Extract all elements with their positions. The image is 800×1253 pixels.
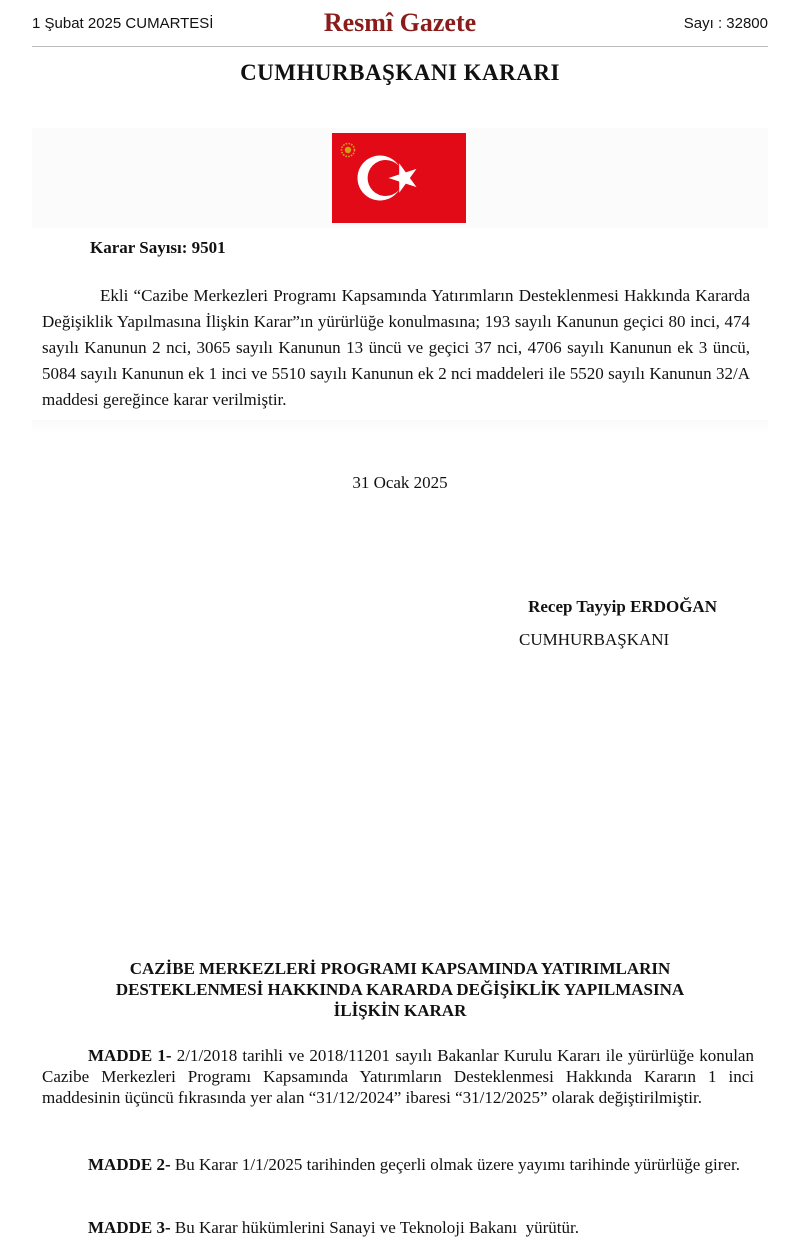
decision-number: Karar Sayısı: 9501	[90, 238, 226, 257]
signature-date: 31 Ocak 2025	[352, 473, 448, 492]
article-label: MADDE 1-	[88, 1046, 172, 1065]
header-divider	[32, 46, 768, 47]
gazette-title: Resmî Gazete	[323, 8, 477, 37]
publication-date: 1 Şubat 2025 CUMARTESİ	[32, 15, 214, 32]
document-type-heading: CUMHURBAŞKANI KARARI	[240, 60, 560, 85]
regulation-title-line: CAZİBE MERKEZLERİ PROGRAMI KAPSAMINDA YATIRIMLARIN	[129, 959, 671, 978]
article-1	[42, 1045, 754, 1108]
article-3	[42, 1217, 754, 1238]
article-label: MADDE 2-	[88, 1155, 171, 1174]
regulation-title	[60, 958, 740, 1021]
article-text: Bu Karar 1/1/2025 tarihinden geçerli olmak üzere yayımı tarihinde yürürlüğe girer.	[170, 1155, 740, 1174]
article-label: MADDE 3-	[88, 1218, 171, 1237]
preamble-paragraph: Ekli “Cazibe Merkezleri Programı Kapsamında Yatırımların Desteklenmesi Hakkında Kararda Değişiklik Yapılmasına İlişkin Karar”ın yürürlüğe konulmasına; 193 sayılı Kanunun geçici 80 inci, 474 sayılı Kanunun 2 nci, 3065 sayılı Kanunun 13 üncü ve geçici 37 nci, 4706 sayılı Kanunun ek 3 üncü, 5084 sayılı Kanunun ek 1 inci ve 5510 sayılı Kanunun ek 2 nci maddeleri ile 5520 sayılı Kanunun 32/A maddesi gereğince karar verilmiştir.	[42, 286, 750, 409]
turkish-flag-icon	[332, 133, 466, 223]
signer-name: Recep Tayyip ERDOĞAN	[528, 597, 717, 616]
gazette-header	[0, 0, 800, 50]
regulation-title-line: DESTEKLENMESİ HAKKINDA KARARDA DEĞİŞİKLİK YAPILMASINA	[115, 980, 685, 999]
regulation-title-line: İLİŞKİN KARAR	[333, 1001, 467, 1020]
article-text: Bu Karar hükümlerini Sanayi ve Teknoloji Bakanı yürütür.	[170, 1218, 579, 1237]
signer-title: CUMHURBAŞKANI	[519, 630, 670, 649]
article-2	[42, 1154, 754, 1175]
scan-shadow	[32, 420, 768, 434]
article-text: 2/1/2018 tarihli ve 2018/11201 sayılı Bakanlar Kurulu Kararı ile yürürlüğe konulan Cazibe Merkezleri Programı Kapsamında Yatırımların Desteklenmesi Hakkında Kararın 1 inci maddesinin üçüncü fıkrasında yer alan “31/12/2024” ibaresi “31/12/2025” olarak değiştirilmiştir.	[42, 1046, 754, 1107]
issue-number: Sayı : 32800	[683, 15, 768, 32]
